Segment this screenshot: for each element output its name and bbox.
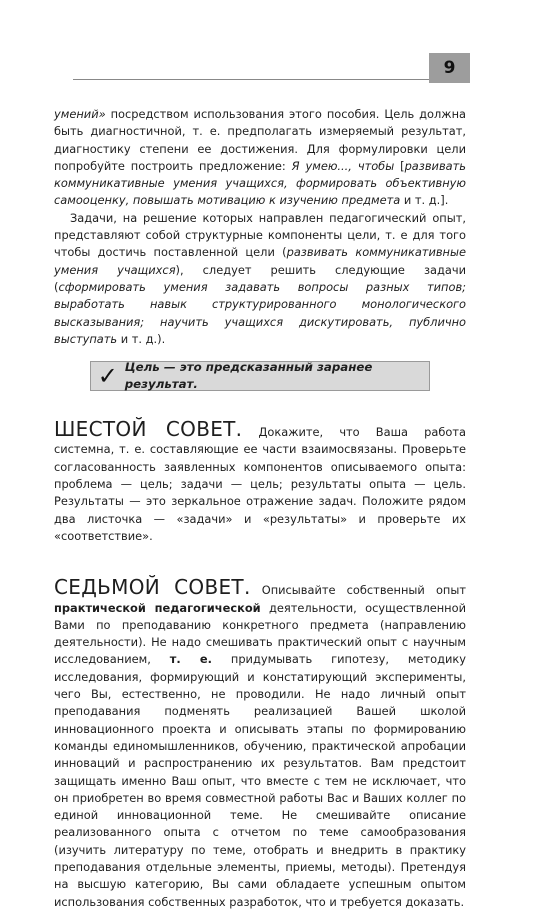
- tasks-italic-2: сформировать умения задавать вопросы разных типов; выработать навык структурированного монологического высказывания; научить учащихся дискутировать, публично выступать: [54, 279, 466, 346]
- callout-box: [90, 361, 430, 391]
- tip7-text-1: Описывайте собственный опыт: [250, 583, 466, 598]
- tasks-text-2: ), следует решить следующие задачи (: [54, 262, 466, 294]
- tip7-text-2: деятельности, осуществленной Вами по преподаванию конкретного предмета (направлению деятельности). Не надо смешивать практический опыт с научным исследованием,: [54, 600, 466, 667]
- page-body: [54, 106, 466, 911]
- intro-italic-1: умений»: [54, 107, 106, 121]
- intro-paragraph: [54, 106, 466, 210]
- tip7-paragraph: [54, 575, 466, 911]
- tip7-bold-1: практической педагогической: [54, 600, 261, 615]
- callout-text: Цель — это предсказанный заранее результат.: [124, 359, 373, 392]
- tasks-italic-1: развивать коммуникативные умения учащихся: [54, 245, 467, 277]
- tasks-text-3: и т. д.).: [117, 331, 166, 346]
- header-rule: [73, 79, 429, 80]
- tip7-text-3: придумывать гипотезу, методику исследования, формирующий и констатирующий эксперименты, чего Вы, естественно, не проводили. Не надо личный опыт преподавания подменять реализацией Вашей школой инновационного проекта и описывать этапы по формированию команды единомышленников, обучению, практической апробации инноваций и распространению их результатов. Вам предстоит защищать именно Ваш опыт, что вместе с тем не исключает, что он приобретен во время совместной работы Вас и Ваших коллег по единой инновационной теме. Не смешивайте описание реализованного опыта с отчетом по теме самообразования (изучить литературу по теме, отобрать и внедрить в практику преподавания отдельные элементы, приемы, методы). Претендуя на высшую категорию, Вы сами обладаете успешным опытом использования собственных разработок, что и требуется доказать.: [54, 652, 466, 909]
- tip6-heading: ШЕСТОЙ СОВЕТ.: [54, 417, 243, 442]
- checkmark-icon: ✓: [97, 362, 118, 391]
- tip6-body: Докажите, что Ваша работа системна, т. е. составляющие ее части взаимосвязаны. Проверьте согласованность заявленных компонентов описываемого опыта: проблема — цель; задачи — цель; результаты опыта — цель. Результаты — это зеркальное отражение задач. Положите рядом два листочка — «задачи» и «результаты» и проверьте их «соответствие».: [54, 425, 466, 543]
- intro-text-3: и т. д.].: [400, 193, 449, 208]
- tip7-heading: СЕДЬМОЙ СОВЕТ.: [54, 575, 251, 600]
- tasks-paragraph: [54, 210, 466, 348]
- tip6-paragraph: [54, 417, 466, 545]
- intro-text-1: посредством использования этого пособия. Цель должна быть диагностичной, т. е. предполагать измеряемый результат, диагностику степени ее достижения. Для формулировки цели попробуйте построить предложение:: [54, 107, 466, 173]
- tasks-text-1: Задачи, на решение которых направлен педагогический опыт, представляют собой структурные компоненты цели, т. е для того чтобы достичь поставленной цели (: [54, 210, 466, 260]
- page-number: 9: [429, 53, 470, 83]
- intro-text-2: [: [394, 158, 405, 173]
- tip7-bold-2: т. е.: [169, 652, 212, 667]
- intro-italic-2: Я умею..., чтобы: [291, 158, 395, 173]
- intro-italic-3: развивать коммуникативные умения учащихся, формировать объективную самооценку, повышать мотивацию к изучению предмета: [54, 158, 466, 208]
